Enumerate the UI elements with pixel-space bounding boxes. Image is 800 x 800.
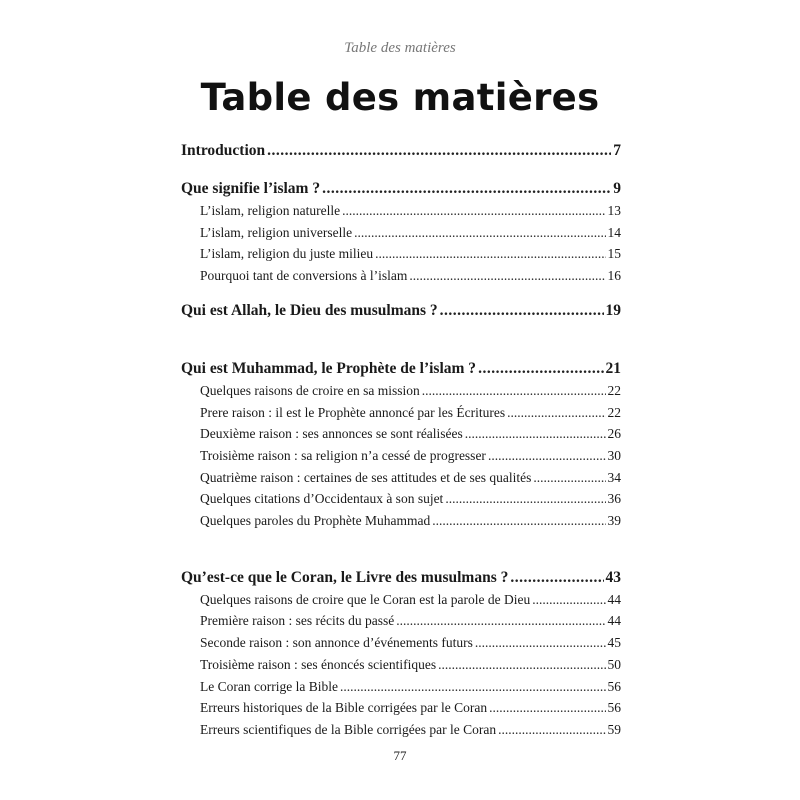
toc-entry-page-number: 36 [607, 491, 621, 507]
toc-section-entry [200, 510, 621, 532]
toc-chapter-entry [181, 140, 621, 162]
toc-entry-label: Quelques raisons de croire en sa mission [200, 382, 420, 398]
dot-leader [440, 300, 604, 322]
dot-leader [340, 676, 606, 698]
toc-section-entry [200, 467, 621, 489]
toc-entry-page-number: 44 [607, 613, 621, 629]
toc-entry-label: Seconde raison : son annonce d’événements futurs [200, 635, 473, 651]
dot-leader [475, 632, 606, 654]
toc-entry-page-number: 26 [607, 426, 621, 442]
toc-entry-page-number: 14 [607, 224, 621, 240]
toc-section-entry [200, 589, 621, 611]
toc-entry-label: L’islam, religion universelle [200, 224, 353, 240]
toc-entry-label: Erreurs scientifiques de la Bible corrigées par le Coran [200, 721, 497, 737]
running-head: Table des matières [344, 40, 456, 56]
dot-leader [267, 140, 611, 162]
toc-section-entry [200, 719, 621, 741]
dot-leader [422, 380, 606, 402]
toc-entry-page-number: 15 [607, 246, 621, 262]
dot-leader [510, 567, 603, 589]
toc-entry-page-number: 34 [607, 469, 621, 485]
toc-section-entry [200, 697, 621, 719]
toc-entry-label: Première raison : ses récits du passé [200, 613, 395, 629]
toc-entry-label: Quelques citations d’Occidentaux à son sujet [200, 491, 444, 507]
dot-leader [342, 200, 605, 222]
toc-entry-label: L’islam, religion du juste milieu [200, 246, 374, 262]
page-title: Table des matières [200, 76, 600, 119]
toc-section-entry [200, 265, 621, 287]
toc-entry-page-number: 21 [605, 359, 621, 377]
toc-entry-page-number: 22 [607, 404, 621, 420]
toc-chapter-entry [181, 567, 621, 589]
toc-section-entry [200, 222, 621, 244]
toc-entry-label: Prere raison : il est le Prophète annoncé par les Écritures [200, 404, 506, 420]
toc-chapter-entry [181, 178, 621, 200]
toc-entry-page-number: 22 [607, 382, 621, 398]
toc-entry-page-number: 59 [607, 721, 621, 737]
toc-entry-label: Introduction [181, 142, 266, 159]
toc-entry-label: L’islam, religion naturelle [200, 203, 341, 218]
toc-entry-page-number: 45 [607, 635, 621, 651]
dot-leader [498, 719, 605, 741]
toc-entry-label: Qu’est-ce que le Coran, le Livre des musulmans ? [181, 568, 509, 586]
toc-entry-label: Que signifie l’islam ? [181, 180, 321, 197]
toc-entry-page-number: 30 [607, 447, 621, 463]
toc-chapter-entry [181, 300, 621, 322]
toc-entry-page-number: 56 [607, 700, 621, 716]
toc-section-entry [200, 243, 621, 265]
dot-leader [507, 402, 605, 424]
toc-section-entry [200, 200, 621, 222]
toc-section-entry [200, 654, 621, 676]
toc-entry-page-number: 19 [605, 301, 621, 319]
toc-entry-label: Qui est Allah, le Dieu des musulmans ? [181, 301, 438, 319]
toc-entry-page-number: 43 [605, 568, 621, 586]
toc-section-entry [200, 445, 621, 467]
toc-entry-label: Troisième raison : sa religion n’a cessé de progresser [200, 447, 486, 463]
dot-leader [438, 654, 605, 676]
toc-entry-label: Qui est Muhammad, le Prophète de l’islam ? [181, 359, 477, 377]
toc-entry-page-number: 39 [607, 513, 621, 529]
toc-entry-page-number: 44 [607, 591, 621, 607]
toc-section-entry [200, 380, 621, 402]
toc-entry-page-number: 56 [607, 678, 621, 694]
dot-leader [409, 265, 605, 287]
toc-entry-label: Quelques raisons de croire que le Coran est la parole de Dieu [200, 591, 531, 607]
toc-entry-page-number: 50 [607, 656, 621, 672]
dot-leader [432, 510, 605, 532]
dot-leader [354, 222, 605, 244]
toc-entry-label: Troisième raison : ses énoncés scientifiques [200, 656, 437, 672]
toc-entry-page-number: 9 [613, 180, 621, 197]
dot-leader [533, 467, 605, 489]
dot-leader [375, 243, 605, 265]
toc-section-entry [200, 402, 621, 424]
dot-leader [489, 697, 605, 719]
dot-leader [478, 358, 603, 380]
table-of-contents [181, 140, 621, 741]
toc-section-entry [200, 610, 621, 632]
dot-leader [445, 488, 605, 510]
toc-entry-page-number: 16 [607, 268, 621, 284]
toc-entry-label: Quelques paroles du Prophète Muhammad [200, 513, 431, 529]
toc-entry-label: Pourquoi tant de conversions à l’islam [200, 268, 408, 284]
toc-entry-label: Erreurs historiques de la Bible corrigées par le Coran [200, 700, 488, 716]
toc-section-entry [200, 632, 621, 654]
toc-entry-page-number: 13 [607, 203, 621, 218]
dot-leader [465, 423, 606, 445]
dot-leader [322, 178, 611, 200]
toc-section-entry [200, 488, 621, 510]
toc-entry-label: Quatrième raison : certaines de ses attitudes et de ses qualités [200, 469, 532, 485]
toc-entry-page-number: 7 [613, 142, 621, 159]
dot-leader [488, 445, 606, 467]
toc-section-entry [200, 423, 621, 445]
toc-section-entry [200, 676, 621, 698]
page-number: 77 [393, 748, 407, 763]
toc-chapter-entry [181, 358, 621, 380]
dot-leader [396, 610, 605, 632]
toc-entry-label: Deuxième raison : ses annonces se sont réalisées [200, 426, 463, 442]
toc-entry-label: Le Coran corrige la Bible [200, 678, 338, 694]
dot-leader [532, 589, 605, 611]
